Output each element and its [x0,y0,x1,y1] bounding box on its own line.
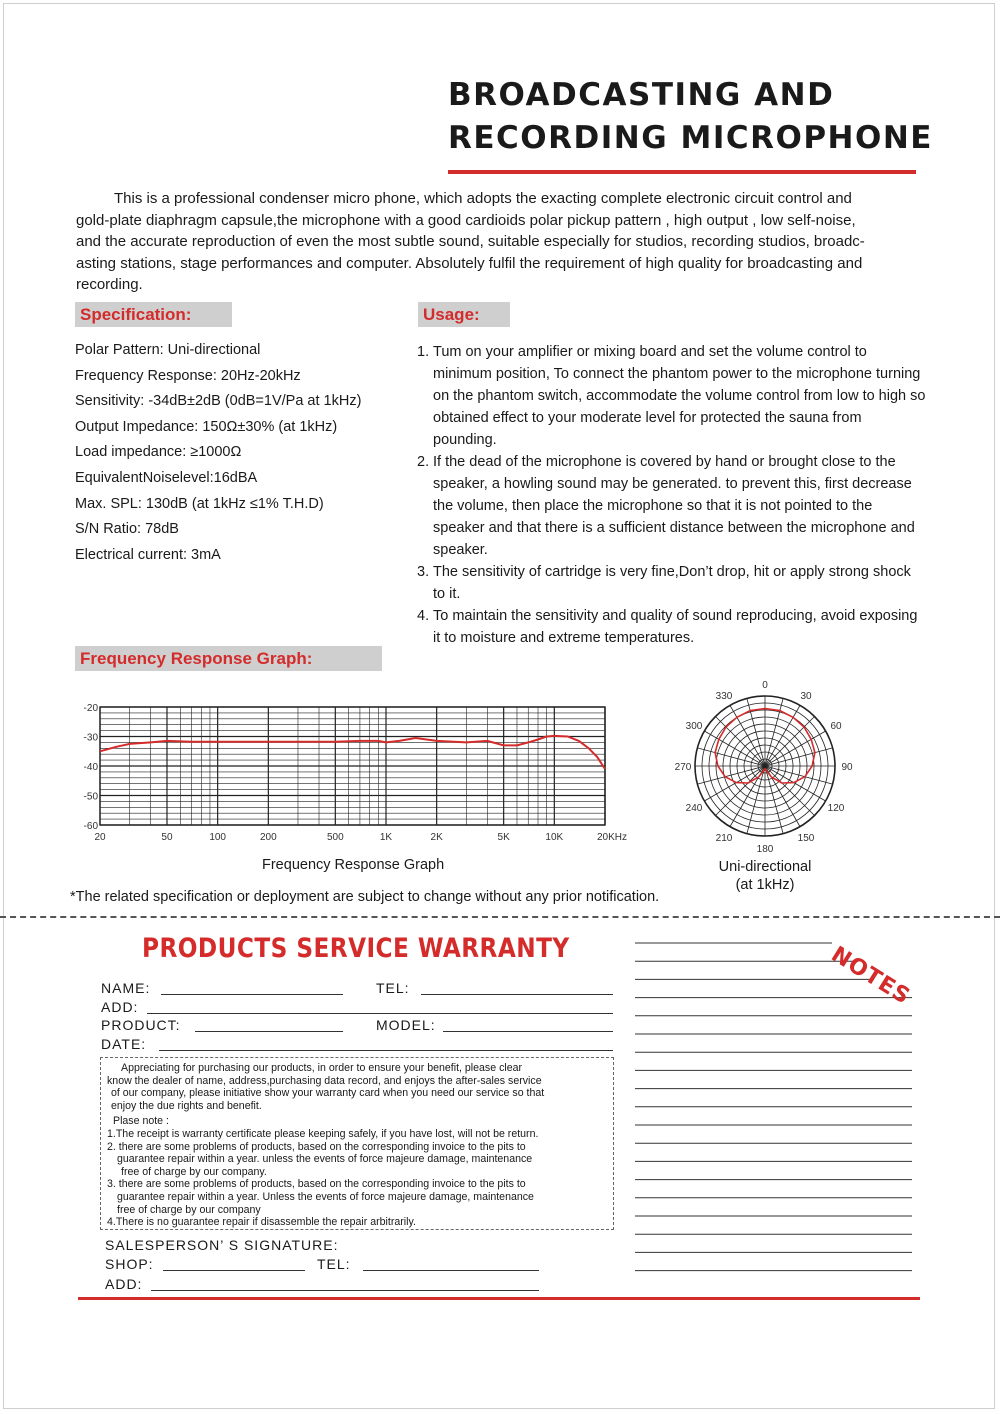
polar-spoke [765,748,833,766]
usage-item-text: Tum on your amplifier or mixing board and set the volume control to minimum position, To connect the phantom power to the microphone turning on the phantom switch, accommodate the volume control from low to high so obtained effect to your moderate level for protected the sauna from pounding. [433,344,926,448]
spec-item: Electrical current: 3mA [75,546,221,563]
x-tick-label: 1K [379,832,393,843]
add-label: ADD: [101,999,139,1015]
terms-line: know the dealer of name, address,purchasing data record, and enjoys the after-sales service [107,1074,542,1087]
spec-item: Polar Pattern: Uni-directional [75,342,261,358]
usage-item [417,561,927,605]
spec-item: EquivalentNoiselevel:16dBA [75,469,258,486]
title-underline [448,170,916,174]
x-tick-label: 10K [545,832,564,843]
polar-spoke [697,766,765,784]
y-tick-label: -20 [83,703,98,714]
y-tick-label: -50 [83,791,98,803]
specification-heading: Specification: [75,302,232,327]
polar-angle-label: 0 [762,680,768,691]
product-field[interactable] [195,1031,343,1032]
usage-item-number: 3. [417,564,430,580]
usage-item-text: The sensitivity of cartridge is very fine,Don’t drop, hit or apply strong shock to it. [433,564,911,602]
model-label: MODEL: [376,1017,436,1033]
usage-item [417,605,927,649]
intro-line: gold-plate diaphragm capsule,the microphone with a good cardioids polar pickup pattern , high output , low self-noise, [76,211,856,229]
intro-line: asting stations, stage performances and computer. Absolutely fulfil the requirement of high quality for broadcasting and [76,254,863,272]
usage-list [417,341,927,649]
frequency-graph-caption: Frequency Response Graph [262,857,445,873]
terms-line: guarantee repair within a year. unless the events of force majeure damage, maintenance [117,1153,533,1166]
terms-line: 3. there are some problems of products, based on the corresponding invoice to the pits to [107,1178,526,1191]
polar-angle-label: 270 [674,762,692,773]
terms-line: guarantee repair within a year. Unless the events of force majeure damage, maintenance [117,1190,534,1203]
specification-list [75,338,361,568]
y-tick-label: -40 [83,762,98,773]
x-tick-label: 20 [94,832,106,843]
usage-heading: Usage: [418,302,510,327]
disclaimer-text: *The related specification or deployment are subject to change without any prior notification. [70,889,660,905]
tel-field[interactable] [421,994,613,995]
cut-line-divider [0,916,1000,918]
tel-label: TEL: [376,980,410,996]
terms-line: free of charge by our company. [121,1165,267,1178]
polar-angle-label: 330 [715,690,733,702]
shop-tel-field[interactable] [363,1270,539,1271]
bottom-red-rule [78,1297,920,1300]
date-label: DATE: [101,1036,147,1052]
add-field[interactable] [147,1013,613,1014]
x-tick-label: 200 [259,832,277,843]
x-tick-label: 500 [326,832,344,843]
terms-line: free of charge by our company [117,1203,261,1216]
polar-spoke [747,766,765,834]
usage-item-text: To maintain the sensitivity and quality of sound reproducing, avoid exposing it to moisture and extreme temperatures. [433,608,918,646]
title-line-1: BROADCASTING AND [448,77,835,113]
polar-spoke [765,766,833,784]
response-curve [100,736,605,769]
signature-row [105,1236,545,1254]
y-tick-label: -60 [83,821,98,832]
notes-stamp: NOTES [826,942,915,1010]
date-field[interactable] [159,1050,613,1051]
frequency-graph-heading: Frequency Response Graph: [75,646,382,671]
x-tick-label: 5K [497,832,510,843]
terms-line: Appreciating for purchasing our products, in order to ensure your benefit, please clear [121,1062,523,1074]
x-tick-label: 100 [209,832,227,843]
terms-line: 1.The receipt is warranty certificate please keeping safely, if you have lost, will not be return. [107,1127,539,1140]
spec-item: Load impedance: ≥1000Ω [75,444,242,461]
polar-angle-label: 120 [827,803,845,814]
spec-item: Max. SPL: 130dB (at 1kHz ≤1% T.H.D) [75,495,324,512]
page-title [448,74,933,160]
usage-item [417,451,927,561]
spec-item: Sensitivity: -34dB±2dB (0dB=1V/Pa at 1kHz) [75,393,362,410]
warranty-name-row [101,979,621,997]
polar-angle-label: 30 [800,690,812,702]
title-line-2: RECORDING MICROPHONE [448,120,933,156]
polar-angle-label: 150 [797,833,815,845]
x-tick-label: 20KHz [597,832,628,843]
polar-angle-label: 210 [715,833,733,845]
usage-item [417,341,927,451]
intro-line: and the accurate reproduction of even the most subtle sound, suitable especially for studios, recording studios, broadc- [76,233,865,250]
x-tick-label: 2K [430,832,443,843]
intro-line: This is a professional condenser micro phone, which adopts the exacting complete electronic circuit control and [114,190,852,207]
polar-caption-line-2: (at 1kHz) [735,877,795,893]
shop-row [105,1255,545,1273]
shop-add-label: ADD: [105,1276,143,1292]
polar-angle-label: 240 [685,803,703,814]
usage-item-text: If the dead of the microphone is covered by hand or brought close to the speaker, a howling sound may be generated. to prevent this, first decrease the volume, then place the microphone so that it is not pointed to the speaker and that there is a sufficient distance between the microphone and speaker. [433,454,915,558]
spec-item: Output Impedance: 150Ω±30% (at 1kHz) [75,418,338,435]
usage-item-number: 1. [417,344,430,360]
intro-paragraph [76,188,918,296]
warranty-terms-box [100,1057,614,1230]
x-tick-label: 50 [161,832,173,843]
polar-angle-label: 180 [756,844,774,855]
terms-line: of our company, please initiative show your warranty card when you need our service so that [111,1087,545,1100]
warranty-product-row [101,1016,621,1034]
terms-line: 2. there are some problems of products, based on the corresponding invoice to the pits to [107,1140,526,1153]
polar-caption [700,858,830,894]
shop-field[interactable] [163,1270,305,1271]
name-label: NAME: [101,980,151,996]
polar-pattern-chart [655,670,875,860]
warranty-date-row [101,1035,621,1053]
spec-item: Frequency Response: 20Hz-20kHz [75,367,301,384]
shop-label: SHOP: [105,1256,154,1272]
name-field[interactable] [161,994,343,995]
polar-angle-label: 300 [685,721,703,732]
polar-spoke [697,748,765,766]
model-field[interactable] [443,1031,613,1032]
warranty-title: PRODUCTS SERVICE WARRANTY [142,933,570,964]
shop-tel-label: TEL: [317,1256,351,1272]
terms-line: enjoy the due rights and benefit. [111,1099,262,1112]
polar-spoke [765,766,783,834]
terms-line: Plase note : [113,1115,169,1128]
signature-label: SALESPERSON’ S SIGNATURE: [105,1237,339,1253]
polar-caption-line-1: Uni-directional [718,859,812,875]
shop-add-field[interactable] [151,1290,539,1291]
usage-item-number: 2. [417,454,430,470]
terms-line: 4.There is no guarantee repair if disassemble the repair arbitrarily. [107,1216,416,1229]
warranty-add-row [101,998,621,1016]
spec-item: S/N Ratio: 78dB [75,521,179,538]
usage-item-number: 4. [417,608,430,624]
intro-line: recording. [76,276,143,293]
shop-add-row [105,1275,545,1293]
frequency-response-chart [70,695,640,845]
product-label: PRODUCT: [101,1017,181,1033]
polar-angle-label: 60 [830,721,842,732]
polar-angle-label: 90 [841,762,853,773]
y-tick-label: -30 [83,732,98,744]
